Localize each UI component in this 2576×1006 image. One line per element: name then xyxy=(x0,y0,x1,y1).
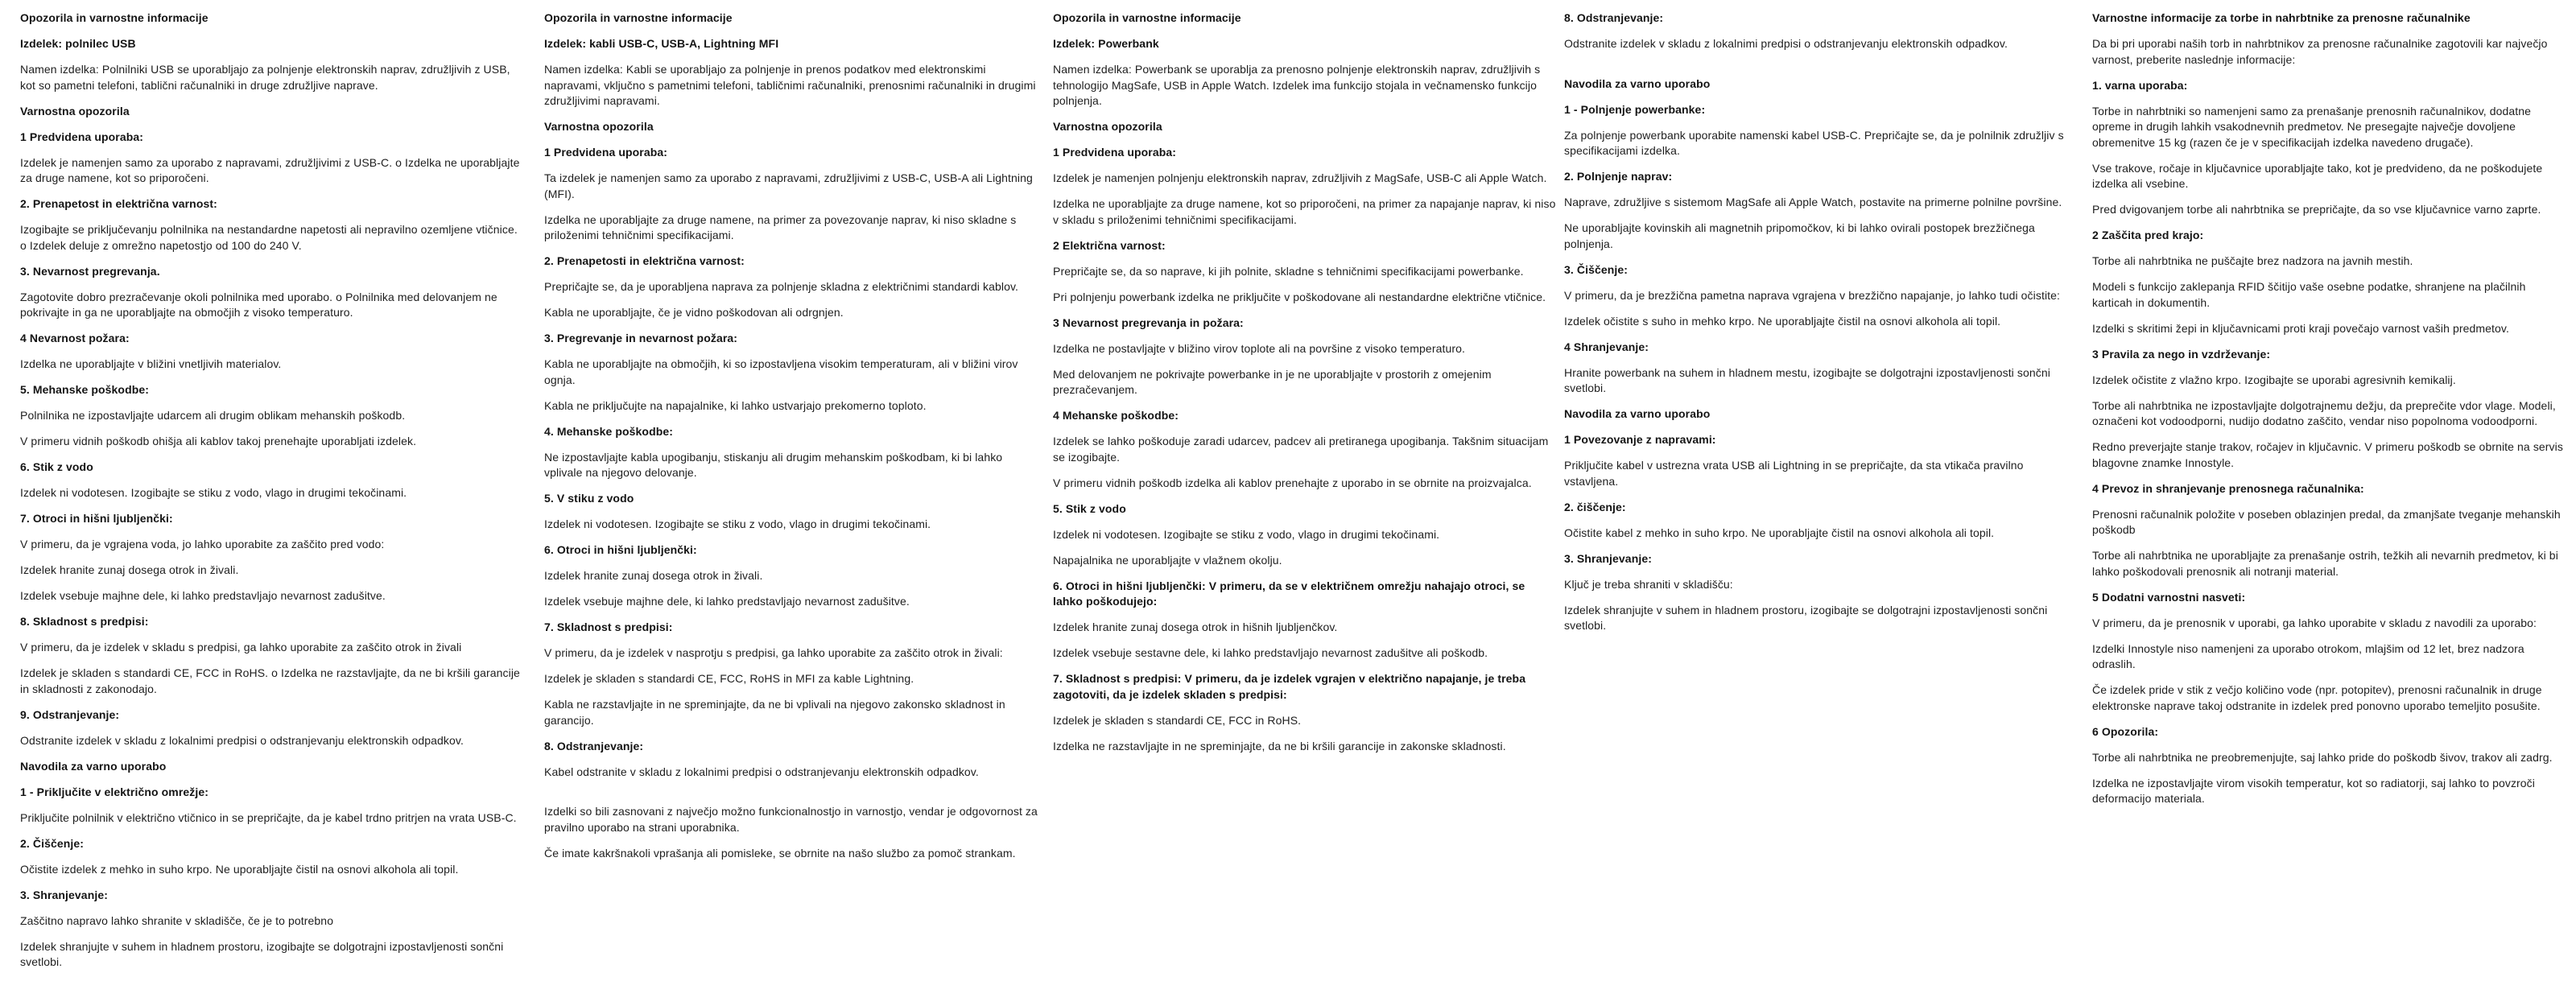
paragraph: Izdelek vsebuje majhne dele, ki lahko predstavljajo nevarnost zadušitve. xyxy=(20,589,386,602)
paragraph: Izogibajte se priključevanju polnilnika na nestandardne napetosti ali nepravilno ozemljene vtičnice. o Izdelek deluje z omrežno napetostjo od 100 do 240 V. xyxy=(20,223,518,252)
section-heading: 7. Skladnost s predpisi: V primeru, da je izdelek vgrajen v električno napajanje, je treba zagotoviti, da je izdelek skladen s predpisi: xyxy=(1053,672,1526,701)
paragraph: Izdelki s skritimi žepi in ključavnicami proti kraji povečajo varnost vaših predmetov. xyxy=(2092,321,2509,335)
section-heading: 9. Odstranjevanje: xyxy=(20,707,120,721)
section-heading: 6. Stik z vodo xyxy=(20,460,93,473)
section-heading: 6 Opozorila: xyxy=(2092,724,2159,738)
paragraph: Izdelek shranjujte v suhem in hladnem prostoru, izogibajte se dolgotrajni izpostavljenosti sončni svetlobi. xyxy=(1564,603,2048,632)
paragraph: Namen izdelka: Polnilniki USB se uporabljajo za polnjenje elektronskih naprav, združljivih z USB, kot so pametni telefoni, tablični računalniki in druge združljive naprave. xyxy=(20,63,510,92)
section-heading: 2 Zaščita pred krajo: xyxy=(2092,229,2204,241)
paragraph: Kabla ne uporabljajte na območjih, ki so izpostavljena visokim temperaturam, ali v bližini virov ognja. xyxy=(544,357,1018,386)
section-heading: 5. Stik z vodo xyxy=(1053,501,1126,515)
paragraph: Kabla ne razstavljajte in ne spreminjajte, da ne bi vplivali na njegovo zakonsko skladnost in garancijo. xyxy=(544,698,1005,727)
paragraph: Torbe ali nahrbtnika ne puščajte brez nadzora na javnih mestih. xyxy=(2092,254,2413,267)
paragraph: Izdelek se lahko poškoduje zaradi udarcev, padcev ali pretiranega upogibanja. Takšnim situacijam se izogibajte. xyxy=(1053,435,1549,464)
section-heading: Opozorila in varnostne informacije xyxy=(1053,11,1241,24)
section-heading: 2. Prenapetost in električna varnost: xyxy=(20,197,217,210)
paragraph: Redno preverjajte stanje trakov, ročajev in ključavnic. V primeru poškodb se obrnite na servis blagovne znamke Innostyle. xyxy=(2092,440,2563,469)
paragraph: Izdelka ne postavljajte v bližino virov toplote ali na površine z visoko temperaturo. xyxy=(1053,341,1465,355)
paragraph: V primeru, da je izdelek v nasprotju s predpisi, ga lahko uporabite za zaščito otrok in živali: xyxy=(544,646,1003,659)
paragraph: Izdelek ni vodotesen. Izogibajte se stiku z vodo, vlago in drugimi tekočinami. xyxy=(20,486,407,499)
section-heading: 6. Otroci in hišni ljubljenčki: V primeru, da se v električnem omrežju nahajajo otroci, se lahko poškodujejo: xyxy=(1053,579,1525,608)
section-heading: 8. Skladnost s predpisi: xyxy=(20,615,149,628)
paragraph: Kabla ne priključujte na napajalnike, ki lahko ustvarjajo prekomerno toploto. xyxy=(544,398,927,412)
paragraph: Ne izpostavljajte kabla upogibanju, stiskanju ali drugim mehanskim poškodbam, ki bi lahko vplivale na njegovo delovanje. xyxy=(544,450,1003,479)
paragraph: Ne uporabljajte kovinskih ali magnetnih pripomočkov, ki bi lahko ovirali postopek brezžičnega polnjenja. xyxy=(1564,221,2035,250)
paragraph: Zaščitno napravo lahko shranite v skladišče, če je to potrebno xyxy=(20,913,334,927)
paragraph: Očistite izdelek z mehko in suho krpo. Ne uporabljajte čistil na osnovi alkohola ali topil. xyxy=(20,862,459,876)
paragraph: Izdelek ni vodotesen. Izogibajte se stiku z vodo, vlago in drugimi tekočinami. xyxy=(544,517,931,530)
paragraph: Kabla ne uporabljajte, če je vidno poškodovan ali odrgnjen. xyxy=(544,306,844,319)
section-heading: 5. Mehanske poškodbe: xyxy=(20,383,150,396)
paragraph: Izdelek očistite z vlažno krpo. Izogibajte se uporabi agresivnih kemikalij. xyxy=(2092,373,2456,386)
section-heading: 3. Pregrevanje in nevarnost požara: xyxy=(544,332,738,344)
paragraph: Polnilnika ne izpostavljajte udarcem ali drugim oblikam mehanskih poškodb. xyxy=(20,409,406,422)
section-heading: Opozorila in varnostne informacije xyxy=(544,11,733,24)
paragraph: Da bi pri uporabi naših torb in nahrbtnikov za prenosne računalnike zagotovili kar največjo varnost, preberite naslednje informacije: xyxy=(2092,37,2548,66)
paragraph: V primeru, da je vgrajena voda, jo lahko uporabite za zaščito pred vodo: xyxy=(20,538,385,550)
section-heading: 3 Pravila za nego in vzdrževanje: xyxy=(2092,347,2271,361)
section-heading: 1 - Polnjenje powerbanke: xyxy=(1564,102,1706,116)
paragraph: V primeru, da je brezžična pametna naprava vgrajena v brezžično napajanje, jo lahko tudi očistite: xyxy=(1564,288,2061,302)
section-heading: Opozorila in varnostne informacije xyxy=(20,11,208,24)
paragraph: Izdelka ne izpostavljajte virom visokih temperatur, kot so radiatorji, saj lahko to povzroči deformacijo materiala. xyxy=(2092,776,2535,805)
paragraph: Torbe ali nahrbtnika ne preobremenjujte, saj lahko pride do poškodb šivov, trakov ali zadrg. xyxy=(2092,750,2553,764)
paragraph: V primeru vidnih poškodb ohišja ali kablov takoj prenehajte uporabljati izdelek. xyxy=(20,435,417,447)
section-heading: 8. Odstranjevanje: xyxy=(1564,11,1664,24)
section-heading: 7. Otroci in hišni ljubljenčki: xyxy=(20,512,173,525)
paragraph: Izdelek shranjujte v suhem in hladnem prostoru, izogibajte se dolgotrajni izpostavljenosti sončni svetlobi. xyxy=(20,939,504,968)
column-powerbank xyxy=(1053,10,1557,765)
section-heading: 3. Nevarnost pregrevanja. xyxy=(20,264,160,278)
paragraph: Namen izdelka: Powerbank se uporablja za prenosno polnjenje elektronskih naprav, združljivih s tehnologijo MagSafe, USB in Apple Watch. Izdelek ima funkcijo stojala in večnamensko funkcijo polnjenja. xyxy=(1053,63,1541,107)
section-heading: 1 Predvidena uporaba: xyxy=(20,130,144,143)
section-heading: 1 Povezovanje z napravami: xyxy=(1564,433,1716,446)
paragraph: Očistite kabel z mehko in suho krpo. Ne uporabljajte čistil na osnovi alkohola ali topil. xyxy=(1564,526,1995,539)
paragraph: Ta izdelek je namenjen samo za uporabo z napravami, združljivimi z USB-C, USB-A ali Lightning (MFI). xyxy=(544,171,1033,200)
paragraph: Torbe ali nahrbtnika ne izpostavljajte dolgotrajnemu dežju, da preprečite vdor vlage. Modeli, označeni kot vodoodporni, nudijo dodatno zaščito, vendar niso popolnoma vodoodporni. xyxy=(2092,398,2556,427)
paragraph: Ključ je treba shraniti v skladišču: xyxy=(1564,577,1733,591)
paragraph: Izdelek hranite zunaj dosega otrok in hišnih ljubljenčkov. xyxy=(1053,621,1338,633)
section-heading: 4 Prevoz in shranjevanje prenosnega računalnika: xyxy=(2092,481,2364,495)
paragraph: Izdelka ne uporabljajte v bližini vnetljivih materialov. xyxy=(20,357,282,370)
paragraph: Izdelek je namenjen samo za uporabo z napravami, združljivimi z USB-C. o Izdelka ne uporabljajte za druge namene, kot so priporočeni. xyxy=(20,155,520,184)
section-heading: 3. Shranjevanje: xyxy=(1564,551,1652,565)
paragraph: Prepričajte se, da so naprave, ki jih polnite, skladne s tehničnimi specifikacijami powerbanke. xyxy=(1053,264,1524,278)
paragraph: Izdelek ni vodotesen. Izogibajte se stiku z vodo, vlago in drugimi tekočinami. xyxy=(1053,527,1440,541)
paragraph: Za polnjenje powerbank uporabite namenski kabel USB-C. Prepričajte se, da je polnilnik združljiv s specifikacijami izdelka. xyxy=(1564,128,2064,157)
paragraph: Izdelek je skladen s standardi CE, FCC in RoHS. o Izdelka ne razstavljajte, da ne bi kršili garancije in skladnosti z zakonodajo. xyxy=(20,666,520,695)
paragraph: Izdelek je namenjen polnjenju elektronskih naprav, združljivih z MagSafe, USB-C ali Apple Watch. xyxy=(1053,171,1547,184)
paragraph: Priključite polnilnik v električno vtičnico in se prepričajte, da je kabel trdno pritrjen na vrata USB-C. xyxy=(20,810,517,824)
section-heading: 5 Dodatni varnostni nasveti: xyxy=(2092,590,2246,604)
paragraph: Izdelek je skladen s standardi CE, FCC in RoHS. xyxy=(1053,713,1302,727)
section-heading: 7. Skladnost s predpisi: xyxy=(544,621,673,633)
section-heading: Navodila za varno uporabo xyxy=(20,759,167,773)
paragraph: Izdelki Innostyle niso namenjeni za uporabo otrokom, mlajšim od 12 let, brez nadzora odraslih. xyxy=(2092,641,2524,670)
section-heading: Varnostna opozorila xyxy=(20,104,130,118)
section-heading: 1 - Priključite v električno omrežje: xyxy=(20,785,209,798)
paragraph: Priključite kabel v ustrezna vrata USB ali Lightning in se prepričajte, da sta vtikača pravilno vstavljena. xyxy=(1564,459,2024,488)
column-powerbank-usage xyxy=(1564,10,2065,644)
section-heading: Izdelek: polnilec USB xyxy=(20,37,136,50)
section-heading: 8. Odstranjevanje: xyxy=(544,739,644,752)
paragraph: Izdelek hranite zunaj dosega otrok in živali. xyxy=(544,569,763,582)
paragraph: Modeli s funkcijo zaklepanja RFID ščitijo vaše osebne podatke, shranjene na plačilnih karticah in dokumentih. xyxy=(2092,280,2526,309)
section-heading: 4. Mehanske poškodbe: xyxy=(544,424,674,438)
section-heading: 6. Otroci in hišni ljubljenčki: xyxy=(544,543,697,556)
section-heading: Varnostna opozorila xyxy=(1053,120,1162,133)
paragraph: Izdelek hranite zunaj dosega otrok in živali. xyxy=(20,563,239,576)
paragraph: Izdelek vsebuje sestavne dele, ki lahko predstavljajo nevarnost zadušitve ali poškodb. xyxy=(1053,646,1488,659)
paragraph: Naprave, združljive s sistemom MagSafe ali Apple Watch, postavite na primerne polnilne površine. xyxy=(1564,196,2062,208)
paragraph: Napajalnika ne uporabljajte v vlažnem okolju. xyxy=(1053,553,1282,567)
paragraph: Izdelek vsebuje majhne dele, ki lahko predstavljajo nevarnost zadušitve. xyxy=(544,595,910,608)
paragraph: Pred dvigovanjem torbe ali nahrbtnika se prepričajte, da so vse ključavnice varno zaprte. xyxy=(2092,203,2541,216)
paragraph: Prepričajte se, da je uporabljena naprava za polnjenje skladna z električnimi standardi kablov. xyxy=(544,280,1019,293)
section-heading: 4 Shranjevanje: xyxy=(1564,340,1649,353)
section-heading: 3 Nevarnost pregrevanja in požara: xyxy=(1053,315,1244,329)
section-heading: 2 Električna varnost: xyxy=(1053,238,1166,252)
section-heading: Varnostna opozorila xyxy=(544,120,654,133)
section-heading: 2. čiščenje: xyxy=(1564,500,1626,513)
paragraph: Vse trakove, ročaje in ključavnice uporabljajte tako, kot je predvideno, da ne poškodujete izdelka ali vsebine. xyxy=(2092,161,2543,190)
paragraph: Prenosni računalnik položite v poseben oblazinjen predal, da zmanjšate tveganje mehanskih poškodb xyxy=(2092,507,2561,536)
paragraph: Hranite powerbank na suhem in hladnem mestu, izogibajte se dolgotrajni izpostavljenosti sončni svetlobi. xyxy=(1564,365,2050,394)
paragraph: Izdelka ne razstavljajte in ne spreminjajte, da ne bi kršili garancije in zakonske skladnosti. xyxy=(1053,739,1506,752)
paragraph: Izdelka ne uporabljajte za druge namene, kot so priporočeni, na primer za napajanje naprav, ki niso v skladu s priloženimi tehničnimi specifikacijami. xyxy=(1053,197,1556,226)
section-heading: 2. Polnjenje naprav: xyxy=(1564,170,1673,183)
section-heading: 1. varna uporaba: xyxy=(2092,78,2188,92)
section-heading: Izdelek: Powerbank xyxy=(1053,37,1159,50)
paragraph: Torbe in nahrbtniki so namenjeni samo za prenašanje prenosnih računalnikov, dodatne opreme in drugih lahkih vsakodnevnih predmetov. Ne presegajte največje dovoljene obremenitve 15 kg (razen če je v specifikacijah izdelka navedeno drugače). xyxy=(2092,104,2532,149)
section-heading: Navodila za varno uporabo xyxy=(1564,76,1711,90)
paragraph: Kabel odstranite v skladu z lokalnimi predpisi o odstranjevanju elektronskih odpadkov. xyxy=(544,765,979,778)
section-heading: 4 Nevarnost požara: xyxy=(20,332,130,344)
column-cables xyxy=(544,10,1042,872)
paragraph: V primeru, da je izdelek v skladu s predpisi, ga lahko uporabite za zaščito otrok in živali xyxy=(20,641,462,653)
paragraph: Če imate kakršnakoli vprašanja ali pomisleke, se obrnite na našo službo za pomoč strankam. xyxy=(544,846,1016,860)
section-heading: 3. Čiščenje: xyxy=(1564,262,1629,276)
section-heading: 1 Predvidena uporaba: xyxy=(544,146,668,159)
section-heading: 2. Prenapetosti in električna varnost: xyxy=(544,254,745,267)
paragraph: V primeru, da je prenosnik v uporabi, ga lahko uporabite v skladu z navodili za uporabo: xyxy=(2092,616,2537,629)
section-heading: Izdelek: kabli USB-C, USB-A, Lightning MFI xyxy=(544,37,779,50)
paragraph: Torbe ali nahrbtnika ne uporabljajte za prenašanje ostrih, težkih ali nevarnih predmetov, ki bi lahko poškodovali prenosnik ali notranji material. xyxy=(2092,549,2558,578)
paragraph: Odstranite izdelek v skladu z lokalnimi predpisi o odstranjevanju elektronskih odpadkov. xyxy=(1564,37,2008,50)
section-heading: 4 Mehanske poškodbe: xyxy=(1053,409,1179,422)
paragraph: Izdelka ne uporabljajte za druge namene, na primer za povezovanje naprav, ki niso skladne s priloženimi tehničnimi specifikacijami. xyxy=(544,212,1017,241)
column-laptop-bags xyxy=(2092,10,2569,817)
section-heading: Varnostne informacije za torbe in nahrbtnike za prenosne računalnike xyxy=(2092,11,2471,24)
paragraph: Zagotovite dobro prezračevanje okoli polnilnika med uporabo. o Polnilnika med delovanjem ne pokrivajte in ga ne uporabljajte na območjih z visoko temperaturo. xyxy=(20,290,497,319)
section-heading: 1 Predvidena uporaba: xyxy=(1053,146,1177,159)
column-usb-charger xyxy=(20,10,521,980)
paragraph: Izdelki so bili zasnovani z največjo možno funkcionalnostjo in varnostjo, vendar je odgovornost za pravilno uporabo na strani uporabnika. xyxy=(544,805,1038,834)
paragraph: Med delovanjem ne pokrivajte powerbanke in je ne uporabljajte v prostorih z omejenim prezračevanjem. xyxy=(1053,367,1492,396)
paragraph: Pri polnjenju powerbank izdelka ne priključite v poškodovane ali nestandardne električne vtičnice. xyxy=(1053,290,1546,303)
section-heading: 5. V stiku z vodo xyxy=(544,492,634,505)
paragraph: Izdelek očistite s suho in mehko krpo. Ne uporabljajte čistil na osnovi alkohola ali topil. xyxy=(1564,314,2001,328)
paragraph: Če izdelek pride v stik z večjo količino vode (npr. potopitev), prenosni računalnik in druge elektronske naprave takoj odstranite in izdelek pred ponovno uporabo temeljito posušite. xyxy=(2092,683,2542,712)
paragraph: Izdelek je skladen s standardi CE, FCC, RoHS in MFI za kable Lightning. xyxy=(544,672,914,685)
section-heading: 3. Shranjevanje: xyxy=(20,888,108,901)
paragraph: Odstranite izdelek v skladu z lokalnimi predpisi o odstranjevanju elektronskih odpadkov. xyxy=(20,733,464,747)
section-heading: 2. Čiščenje: xyxy=(20,836,85,850)
paragraph: Namen izdelka: Kabli se uporabljajo za polnjenje in prenos podatkov med elektronskimi napravami, vključno s pametnimi telefoni, tabličnimi računalniki, prenosnimi računalniki in drugimi združljivimi napravami. xyxy=(544,63,1036,107)
section-heading: Navodila za varno uporabo xyxy=(1564,407,1711,420)
paragraph: V primeru vidnih poškodb izdelka ali kablov prenehajte z uporabo in se obrnite na proizvajalca. xyxy=(1053,476,1532,489)
